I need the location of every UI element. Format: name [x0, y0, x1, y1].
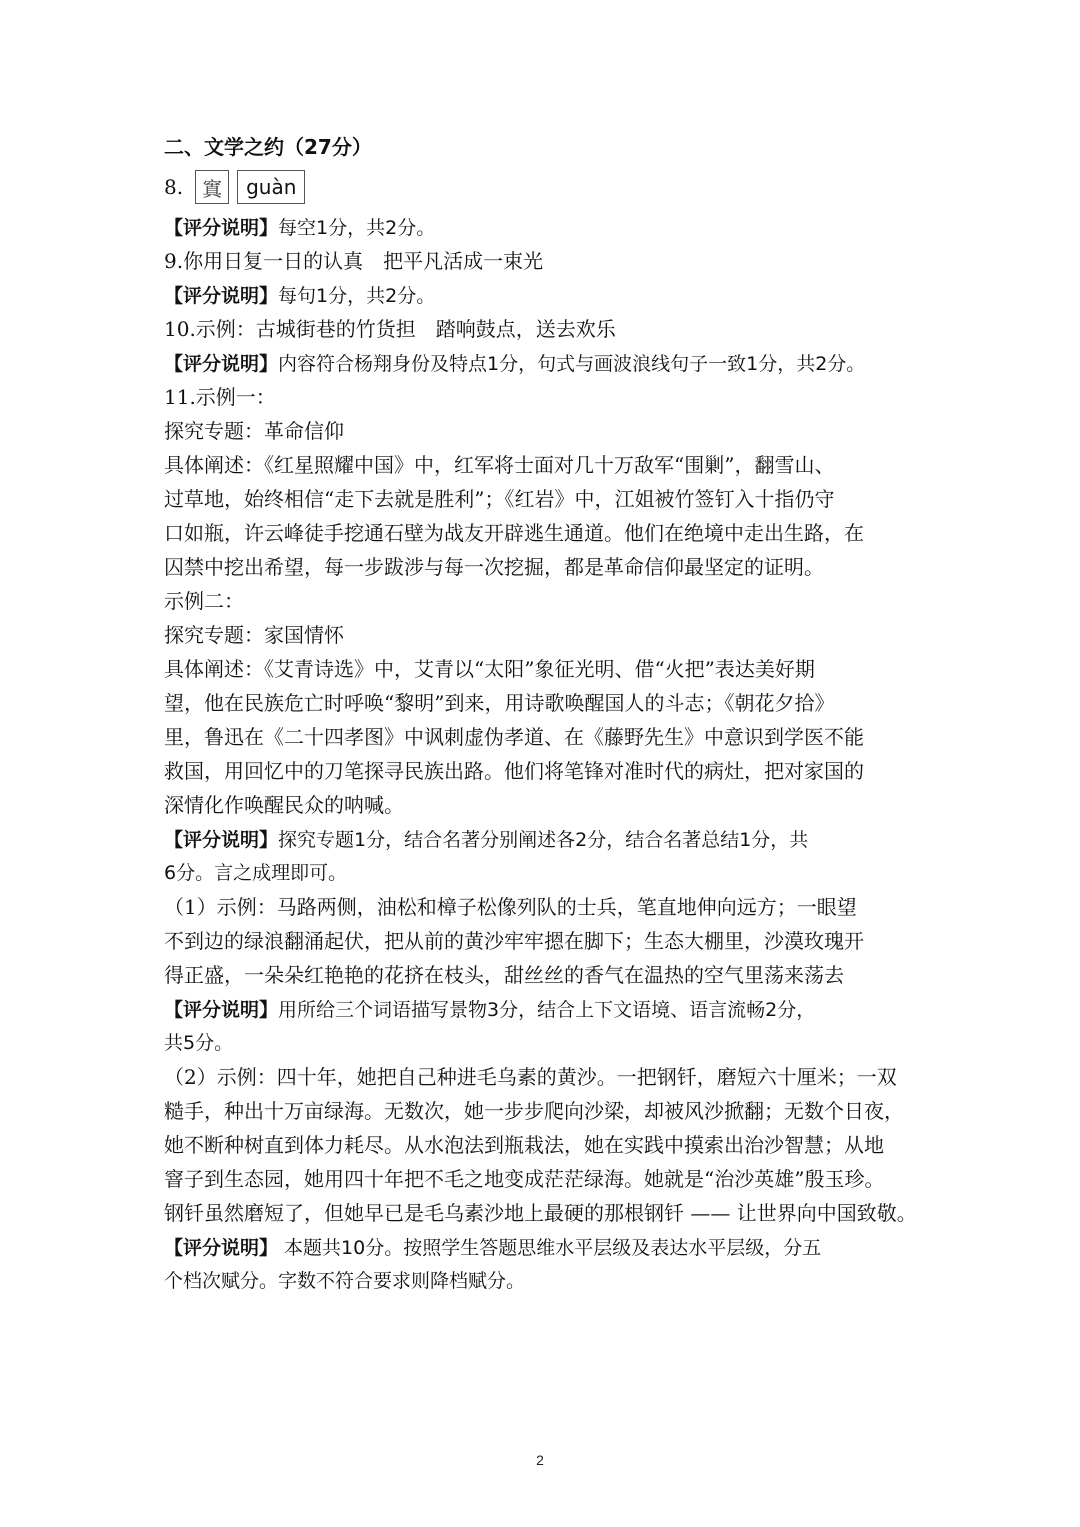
- scoring-note-tag: 【评分说明】: [164, 353, 279, 375]
- part-2-answer-line: 糙手，种出十万亩绿海。无数次，她一步步爬向沙梁，却被风沙掀翻；无数个日夜，: [164, 1099, 904, 1123]
- question-11-example-1-line: 囚禁中挖出希望，每一步跋涉与每一次挖掘，都是革命信仰最坚定的证明。: [164, 555, 824, 579]
- question-11-example-2-heading: 示例二：: [164, 589, 244, 613]
- scoring-note-tag: 【评分说明】: [164, 999, 279, 1021]
- part-1-answer-line: 得正盛，一朵朵红艳艳的花挤在枝头，甜丝丝的香气在温热的空气里荡来荡去: [164, 963, 844, 987]
- question-11-example-2-line: 救国，用回忆中的刀笔探寻民族出路。他们将笔锋对准时代的病灶，把对家国的: [164, 759, 864, 783]
- scoring-note-part-2-continued: 个档次赋分。字数不符合要求则降档赋分。: [164, 1270, 526, 1292]
- part-1-answer-line: （1）示例：马路两侧，油松和樟子松像列队的士兵，笔直地伸向远方；一眼望: [164, 895, 857, 919]
- part-1-answer-line: 不到边的绿浪翻涌起伏，把从前的黄沙牢牢摁在脚下；生态大棚里，沙漠玫瑰开: [164, 929, 864, 953]
- question-10-answer: 10.示例：古城街巷的竹货担 踏响鼓点，送去欢乐: [164, 317, 616, 341]
- question-11-example-1-line: 具体阐述：《红星照耀中国》中，红军将士面对几十万敌军“围剿”，翻雪山、: [164, 453, 835, 477]
- question-11-example-1-topic: 探究专题：革命信仰: [164, 419, 344, 443]
- scoring-note-text: 用所给三个词语描写景物3分，结合上下文语境、语言流畅2分，: [278, 999, 816, 1021]
- question-8-answer: [164, 164, 924, 210]
- scoring-note-tag: 【评分说明】: [164, 217, 279, 239]
- part-2-answer-line: （2）示例：四十年，她把自己种进毛乌素的黄沙。一把钢钎，磨短六十厘米；一双: [164, 1065, 897, 1089]
- part-2-answer-line: 她不断种树直到体力耗尽。从水泡法到瓶栽法，她在实践中摸索出治沙智慧；从地: [164, 1133, 884, 1157]
- scoring-note-q8: [164, 210, 924, 244]
- scoring-note-text: 探究专题1分，结合名著分别阐述各2分，结合名著总结1分，共: [278, 829, 809, 851]
- scoring-note-tag: 【评分说明】: [164, 829, 279, 851]
- question-11-example-1-line: 过草地，始终相信“走下去就是胜利”；《红岩》中，江姐被竹签钉入十指仍守: [164, 487, 835, 511]
- answer-content: [164, 130, 924, 1298]
- scoring-note-tag: 【评分说明】: [164, 1237, 279, 1259]
- scoring-note-q11-continued: 6分。言之成理即可。: [164, 862, 348, 884]
- question-11-example-1-heading: 11.示例一：: [164, 385, 276, 409]
- section-title: 二、文学之约（27分）: [164, 135, 372, 159]
- scoring-note-text: 内容符合杨翔身份及特点1分，句式与画波浪线句子一致1分，共2分。: [278, 353, 866, 375]
- character-box: 窴: [195, 170, 229, 204]
- question-9-answer: 9.你用日复一日的认真 把平凡活成一束光: [164, 249, 544, 273]
- scoring-note-part-1-continued: 共5分。: [164, 1032, 234, 1054]
- scoring-note-q9: [164, 278, 924, 312]
- part-2-answer-line: 窨子到生态园，她用四十年把不毛之地变成茫茫绿海。她就是“治沙英雄”殷玉珍。: [164, 1167, 885, 1191]
- scoring-note-part-1: [164, 992, 924, 1026]
- question-11-example-2-line: 深情化作唤醒民众的呐喊。: [164, 793, 404, 817]
- question-11-example-1-line: 口如瓶，许云峰徒手挖通石壁为战友开辟逃生通道。他们在绝境中走出生路，在: [164, 521, 864, 545]
- pinyin-box: guàn: [237, 170, 305, 204]
- part-2-answer-line: 钢钎虽然磨短了，但她早已是毛乌素沙地上最硬的那根钢钎 —— 让世界向中国致敬。: [164, 1201, 917, 1225]
- scoring-note-q11: [164, 822, 924, 856]
- scoring-note-text: 每句1分，共2分。: [278, 285, 436, 307]
- scoring-note-text: 本题共10分。按照学生答题思维水平层级及表达水平层级，分五: [278, 1237, 822, 1259]
- question-11-example-2-line: 具体阐述：《艾青诗选》中，艾青以“太阳”象征光明、借“火把”表达美好期: [164, 657, 815, 681]
- scoring-note-tag: 【评分说明】: [164, 285, 279, 307]
- scoring-note-part-2: [164, 1230, 924, 1264]
- question-11-example-2-line: 里，鲁迅在《二十四孝图》中讽刺虚伪孝道、在《藤野先生》中意识到学医不能: [164, 725, 864, 749]
- question-8-number: 8.: [164, 175, 184, 199]
- scoring-note-text: 每空1分，共2分。: [278, 217, 436, 239]
- question-11-example-2-topic: 探究专题：家国情怀: [164, 623, 344, 647]
- scoring-note-q10: [164, 346, 924, 380]
- question-11-example-2-line: 望，他在民族危亡时呼唤“黎明”到来，用诗歌唤醒国人的斗志；《朝花夕拾》: [164, 691, 835, 715]
- page-number: 2: [536, 1452, 544, 1468]
